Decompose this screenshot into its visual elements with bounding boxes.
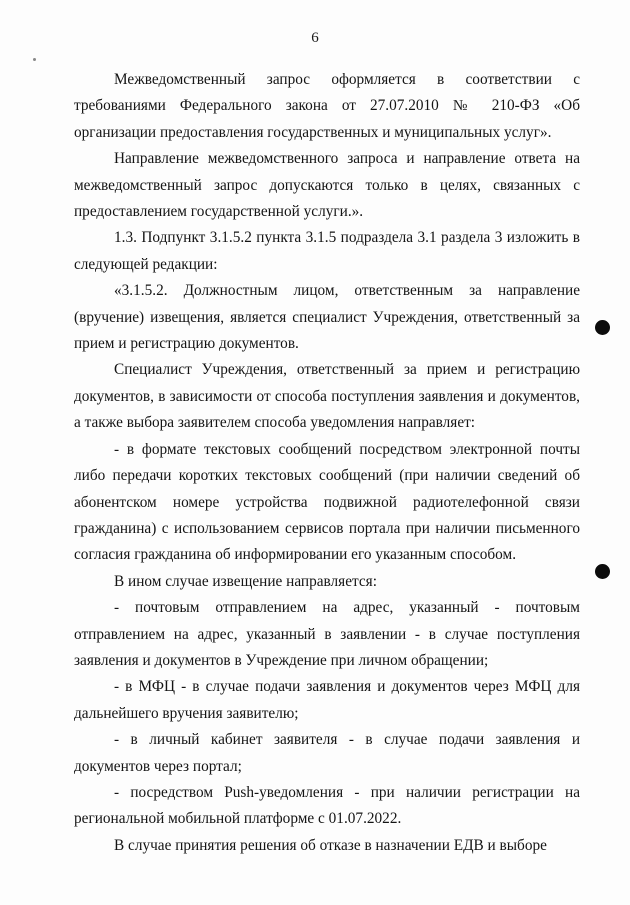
document-body [74, 67, 580, 859]
paragraph: - в формате текстовых сообщений посредством электронной почты либо передачи коротких текстовых сообщений (при наличии сведений об абонентском номере устройства подвижной радиотелефонной связи гражданина) с использованием сервисов портала при наличии письменного согласия гражданина об информировании его указанным способом. [74, 440, 580, 564]
paragraph: - посредством Push-уведомления - при наличии регистрации на региональной мобильной платформе с 01.07.2022. [74, 783, 580, 828]
paragraph: - почтовым отправлением на адрес, указанный - почтовым отправлением на адрес, указанный в заявлении - в случае поступления заявления и документов в Учреждение при личном обращении; [74, 599, 580, 669]
hole-punch-mark [595, 320, 610, 335]
paragraph: - в личный кабинет заявителя - в случае подачи заявления и документов через портал; [74, 731, 580, 775]
paragraph: В случае принятия решения об отказе в назначении ЕДВ и выборе [114, 836, 547, 854]
paragraph: «3.1.5.2. Должностным лицом, ответственным за направление (вручение) извещения, является специалист Учреждения, ответственный за прием и регистрацию документов. [74, 282, 580, 353]
paragraph: - в МФЦ - в случае подачи заявления и документов через МФЦ для дальнейшего вручения заявителю; [74, 678, 580, 722]
paragraph: Специалист Учреждения, ответственный за прием и регистрацию документов, в зависимости от способа поступления заявления и документов, а также выбора заявителем способа уведомления направляет: [74, 361, 580, 432]
page-number: 6 [311, 30, 319, 46]
hole-punch-mark [595, 564, 610, 579]
scan-speck [33, 58, 36, 61]
paragraph: Межведомственный запрос оформляется в соответствии с требованиями Федерального закона от 27.07.2010 № 210-ФЗ «Об организации предоставления государственных и муниципальных услуг». [74, 71, 580, 141]
paragraph: Направление межведомственного запроса и направление ответа на межведомственный запрос допускаются только в целях, связанных с предоставлением государственной услуги.». [74, 150, 580, 221]
paragraph: В ином случае извещение направляется: [114, 572, 377, 590]
paragraph: 1.3. Подпункт 3.1.5.2 пункта 3.1.5 подраздела 3.1 раздела 3 изложить в следующей редакции: [74, 229, 580, 273]
